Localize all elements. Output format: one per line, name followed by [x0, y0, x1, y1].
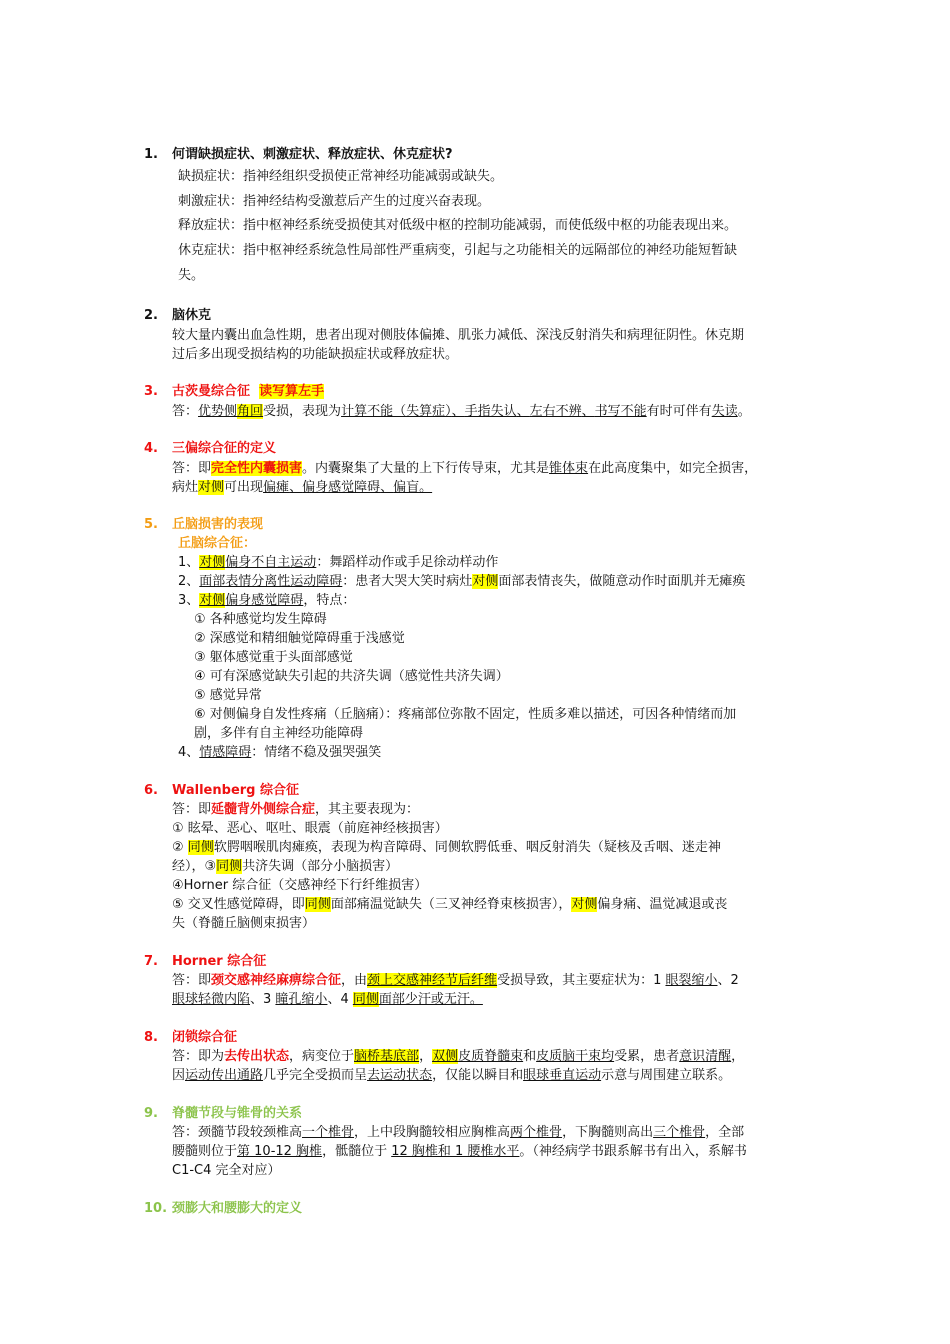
text: ：患者大哭大笑时病灶 — [342, 574, 473, 589]
text: ：舞蹈样动作或手足徐动样动作 — [316, 555, 499, 570]
heading-10: 颈膨大和腰膨大的定义 — [172, 1201, 303, 1216]
heading-9: 脊髓节段与锥骨的关系 — [172, 1106, 303, 1121]
para-7-line-1 — [172, 971, 739, 990]
text: 在此高度集中，如完全损害， — [588, 461, 758, 476]
highlighted-term: 同侧 — [304, 897, 331, 912]
para-2-line-1: 较大量内囊出血急性期，患者出现对侧肢体偏摊、肌张力减低、深浅反射消失和病理征阴性。休克期 — [172, 328, 745, 343]
heading-8-number: 8. — [144, 1030, 158, 1045]
underlined-term: 面部表情分离性运动障碍 — [199, 574, 343, 589]
highlighted-term: 同侧 — [216, 859, 243, 874]
underlined-term: 情感障碍 — [199, 745, 252, 760]
list-5-item-1 — [178, 553, 498, 572]
text: ，全部 — [705, 1125, 745, 1140]
highlighted-term: 脑桥基底部 — [354, 1049, 420, 1064]
heading-4-number: 4. — [144, 441, 158, 456]
text: 示意与周围建立联系。 — [601, 1068, 732, 1083]
text: 共济失调（部分小脑损害） — [242, 859, 399, 874]
underlined-term: 一个椎骨 — [302, 1125, 355, 1140]
text: ⑤ 交叉性感觉障碍，即 — [172, 897, 305, 912]
heading-3-text: 古茨曼综合征 — [172, 384, 251, 399]
heading-8: 闭锁综合征 — [172, 1030, 238, 1045]
para-6-line-5 — [172, 895, 727, 914]
text: 2、 — [178, 574, 200, 589]
emphasized-term: 去传出状态 — [224, 1049, 290, 1064]
heading-6: Wallenberg 综合征 — [172, 783, 299, 798]
highlighted-term: 角回 — [237, 404, 264, 419]
list-5-item-4 — [178, 743, 381, 762]
underlined-term: 左右不辨 — [529, 404, 582, 419]
text: 答：即为 — [172, 1049, 225, 1064]
underlined-term: 手指失认 — [464, 404, 517, 419]
heading-3-highlight: 读写算左手 — [259, 384, 325, 399]
underlined-term: 眼裂缩小 — [665, 973, 718, 988]
text: 4、 — [178, 745, 200, 760]
text: ② — [172, 840, 188, 855]
para-1-release: 释放症状：指中枢神经系统受损使其对低级中枢的控制功能减弱，而使低级中枢的功能表现出来。 — [178, 218, 738, 233]
para-6-line-3 — [172, 857, 398, 876]
emphasized-term: 颈交感神经麻痹综合征 — [211, 973, 342, 988]
text: 。内囊聚集了大量的上下行传导束，尤其是 — [302, 461, 550, 476]
highlighted-term: 同侧 — [187, 840, 214, 855]
text: 面部痛温觉缺失（三叉神经脊束核损害）， — [330, 897, 572, 912]
text: ，由 — [341, 973, 368, 988]
underlined-term: 意识清醒 — [679, 1049, 732, 1064]
underlined-term: 皮质脊髓束 — [458, 1049, 524, 1064]
underlined-term: 失读 — [711, 404, 738, 419]
underlined-term: 运动传出通路 — [185, 1068, 264, 1083]
para-2-line-2: 过后多出现受损结构的功能缺损症状或释放症状。 — [172, 347, 459, 362]
list-5-char-4: ④ 可有深感觉缺失引起的共济失调（感觉性共济失调） — [194, 669, 509, 684]
underlined-term: 眼球垂直运动 — [523, 1068, 602, 1083]
list-5-char-6: ⑥ 对侧偏身自发性疼痛（丘脑痛）：疼痛部位弥散不固定，性质多难以描述，可因各种情绪而加 — [194, 707, 737, 722]
text: 偏身痛、温觉减退或丧 — [597, 897, 728, 912]
underlined-term: 12 胸椎和 1 腰椎水平 — [391, 1144, 520, 1159]
heading-1-number: 1. — [144, 147, 158, 162]
underlined-term: 偏身不自主运动 — [225, 555, 317, 570]
text: 、 — [451, 404, 465, 419]
text: 答：颈髓节段较颈椎高 — [172, 1125, 303, 1140]
underlined-term: 三个椎骨 — [653, 1125, 706, 1140]
text: 答：即 — [172, 973, 212, 988]
text: 几乎完全受损而呈 — [263, 1068, 368, 1083]
list-5-item-2 — [178, 572, 745, 591]
list-5-item-3 — [178, 591, 355, 610]
text: 、2 — [717, 973, 739, 988]
list-5-char-1: ① 各种感觉均发生障碍 — [194, 612, 327, 627]
heading-7: Horner 综合征 — [172, 954, 267, 969]
heading-3-number: 3. — [144, 384, 158, 399]
highlighted-term: 同侧 — [352, 992, 379, 1007]
para-1-irritative: 刺激症状：指神经结构受激惹后产生的过度兴奋表现。 — [178, 194, 491, 209]
text: 面部表情丧失，做随意动作时面肌并无瘫痪 — [498, 574, 746, 589]
para-1-shock: 休克症状：指中枢神经系统急性局部性严重病变，引起与之功能相关的远隔部位的神经功能短暂缺 — [178, 243, 738, 258]
para-6-line-4: ④Horner 综合征（交感神经下行纤维损害） — [172, 878, 428, 893]
para-6-intro — [172, 800, 419, 819]
para-8-line-2 — [172, 1066, 731, 1085]
text: 。（神经病学书跟系解书有出入，系解书 — [519, 1144, 747, 1159]
text: ，骶髓位于 — [322, 1144, 392, 1159]
text: 1、 — [178, 555, 200, 570]
text: 经），③ — [172, 859, 217, 874]
text: 、 — [380, 480, 394, 495]
para-6-line-6: 失（脊髓丘脑侧束损害） — [172, 916, 316, 931]
underlined-term: 偏身感觉障碍 — [302, 480, 381, 495]
underlined-term: 计算不能（失算症） — [341, 404, 452, 419]
text: 答：即 — [172, 461, 212, 476]
text: 、 — [581, 404, 595, 419]
text: 、 — [289, 480, 303, 495]
underlined-term: 偏瘫 — [263, 480, 290, 495]
text: ，其主要表现为： — [315, 802, 420, 817]
underlined-term: 去运动状态 — [367, 1068, 433, 1083]
list-5-char-3: ③ 躯体感觉重于头面部感觉 — [194, 650, 353, 665]
para-1-deficit: 缺损症状：指神经组织受损使正常神经功能减弱或缺失。 — [178, 169, 504, 184]
para-7-line-2 — [172, 990, 483, 1009]
text: 腰髓则位于 — [172, 1144, 238, 1159]
text: ，上中段胸髓较相应胸椎高 — [354, 1125, 511, 1140]
text: 受损，表现为 — [263, 404, 342, 419]
heading-9-number: 9. — [144, 1106, 158, 1121]
underlined-term: 两个椎骨 — [510, 1125, 563, 1140]
heading-1: 何谓缺损症状、刺激症状、释放症状、休克症状? — [172, 147, 453, 162]
text: ，病变位于 — [289, 1049, 355, 1064]
text: 和 — [523, 1049, 537, 1064]
underlined-term: 偏盲。 — [393, 480, 433, 495]
heading-6-number: 6. — [144, 783, 158, 798]
text: 有时可伴有 — [646, 404, 712, 419]
emphasized-term: 延髓背外侧综合症 — [211, 802, 316, 817]
text: 可出现 — [224, 480, 264, 495]
para-8-line-1 — [172, 1047, 744, 1066]
underlined-term: 眼球轻微内陷 — [172, 992, 251, 1007]
highlighted-term: 双侧 — [432, 1049, 459, 1064]
text: 、 — [516, 404, 530, 419]
heading-2: 脑休克 — [172, 308, 212, 323]
underlined-term: 面部少汗或无汗。 — [378, 992, 483, 1007]
underlined-term: 书写不能 — [594, 404, 647, 419]
heading-5: 丘脑损害的表现 — [172, 517, 264, 532]
list-5-char-6-cont: 剧，多伴有自主神经功能障碍 — [194, 726, 364, 741]
underlined-term: 锥体束 — [549, 461, 589, 476]
text: ， — [731, 1049, 745, 1064]
para-6-line-2 — [172, 838, 721, 857]
subheading-5: 丘脑综合征： — [178, 536, 257, 551]
para-9-line-3: C1-C4 完全对应） — [172, 1163, 281, 1178]
text: ，下胸髓则高出 — [562, 1125, 654, 1140]
highlighted-term: 颈上交感神经节后纤维 — [367, 973, 498, 988]
para-4-line-1 — [172, 459, 757, 478]
highlighted-term: 对侧 — [472, 574, 499, 589]
heading-7-number: 7. — [144, 954, 158, 969]
text: 病灶 — [172, 480, 199, 495]
text: ：情绪不稳及强哭强笑 — [251, 745, 382, 760]
text: ，特点： — [303, 593, 356, 608]
heading-10-number: 10. — [144, 1201, 168, 1216]
text: ，仅能以瞬目和 — [432, 1068, 524, 1083]
underlined-term: 优势侧 — [198, 404, 238, 419]
text: 3、 — [178, 593, 200, 608]
text: 受累，患者 — [614, 1049, 680, 1064]
para-6-line-1: ① 眩晕、恶心、呕吐、眼震（前庭神经核损害） — [172, 821, 448, 836]
underlined-term: 皮质脑干束均 — [536, 1049, 615, 1064]
underlined-term: 偏身感觉障碍 — [225, 593, 304, 608]
highlighted-term: 完全性内囊损害 — [211, 461, 303, 476]
heading-5-number: 5. — [144, 517, 158, 532]
list-5-char-2: ② 深感觉和精细触觉障碍重于浅感觉 — [194, 631, 405, 646]
text: ， — [419, 1049, 433, 1064]
highlighted-term: 对侧 — [199, 593, 226, 608]
text: 答：即 — [172, 802, 212, 817]
para-1-shock-cont: 失。 — [178, 268, 205, 283]
para-9-line-2 — [172, 1142, 747, 1161]
underlined-term: 瞳孔缩小 — [275, 992, 328, 1007]
text: 、3 — [250, 992, 276, 1007]
underlined-term: 第 10-12 胸椎 — [237, 1144, 323, 1159]
text: 、4 — [327, 992, 353, 1007]
highlighted-term: 对侧 — [198, 480, 225, 495]
heading-4: 三偏综合征的定义 — [172, 441, 277, 456]
text: 因 — [172, 1068, 186, 1083]
text: 答： — [172, 404, 199, 419]
heading-2-number: 2. — [144, 308, 158, 323]
highlighted-term: 对侧 — [199, 555, 226, 570]
para-9-line-1 — [172, 1123, 744, 1142]
list-5-char-5: ⑤ 感觉异常 — [194, 688, 262, 703]
para-4-line-2 — [172, 478, 432, 497]
text: 。 — [737, 404, 751, 419]
text: 软腭咽喉肌肉瘫痪，表现为构音障碍、同侧软腭低垂、咽反射消失（疑核及舌咽、迷走神 — [213, 840, 721, 855]
heading-3 — [172, 382, 324, 401]
para-3-answer — [172, 402, 751, 421]
text: 受损导致，其主要症状为：1 — [497, 973, 666, 988]
highlighted-term: 对侧 — [571, 897, 598, 912]
